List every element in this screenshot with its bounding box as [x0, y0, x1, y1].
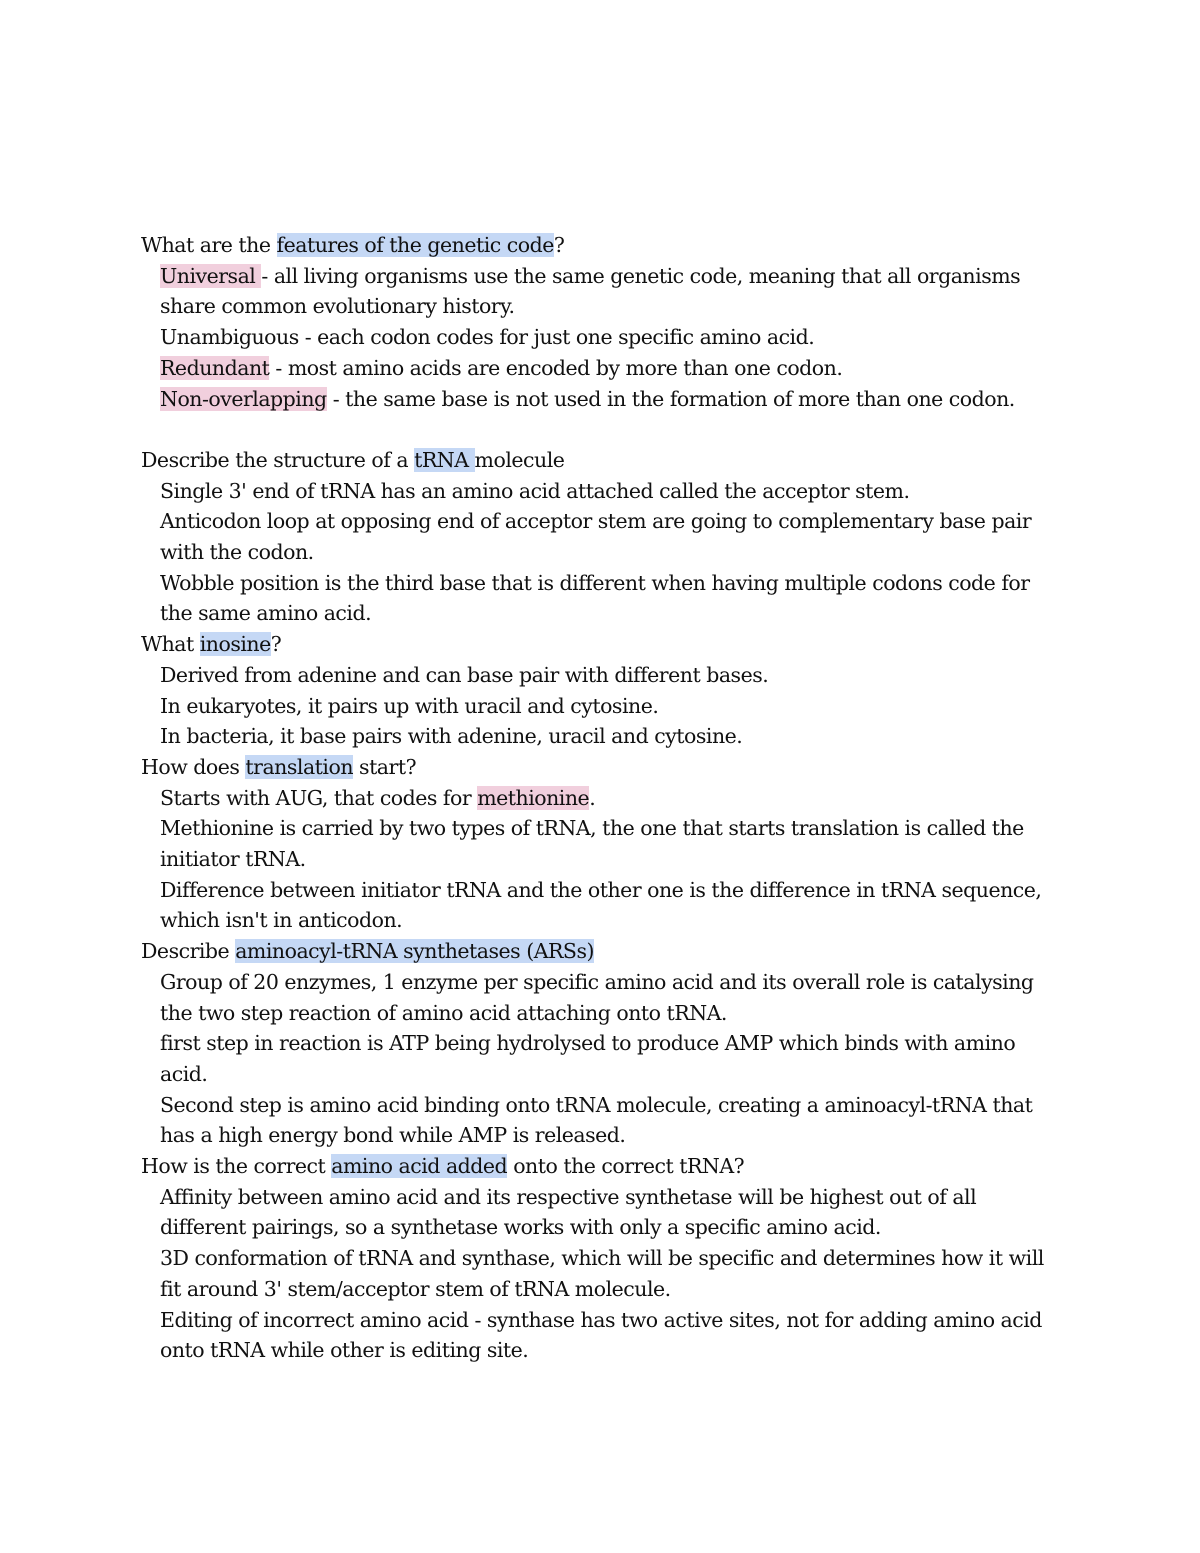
answer-text: Unambiguous - each codon codes for just one specific amino acid. [160, 325, 815, 350]
question-text: onto the correct tRNA? [507, 1154, 745, 1179]
question-text: molecule [474, 447, 565, 472]
highlight-blue: aminoacyl-tRNA synthetases (ARSs) [235, 939, 594, 964]
answer-non-overlapping [160, 384, 1061, 415]
highlight-pink: Universal [160, 263, 262, 288]
answer-item: Wobble position is the third base that is different when having multiple codons code for the same amino acid. [160, 570, 1030, 626]
highlight-blue: tRNA [414, 447, 475, 472]
answer-item: Methionine is carried by two types of tRNA, the one that starts translation is called the initiator tRNA. [160, 816, 1024, 872]
answer-item: Group of 20 enzymes, 1 enzyme per specific amino acid and its overall role is catalysing the two step reaction of amino acid attaching onto tRNA. [160, 969, 1034, 1025]
highlight-pink: methionine [477, 785, 590, 810]
answer-item: Derived from adenine and can base pair with different bases. [160, 662, 769, 687]
answer-item: Difference between initiator tRNA and the other one is the difference in tRNA sequence, which isn't in anticodon. [160, 877, 1042, 933]
question-text: How does [141, 754, 246, 779]
highlight-pink: Redundant [160, 355, 270, 380]
question-text: start? [353, 754, 417, 779]
question-text: What [141, 632, 200, 657]
question-text: What are the [141, 233, 277, 257]
question-text: How is the correct [141, 1154, 332, 1179]
question-text: Describe [141, 939, 236, 964]
question-text: ? [270, 632, 282, 657]
highlight-blue: translation [245, 754, 354, 779]
highlight-blue: features of the genetic code [276, 233, 554, 257]
answer-unambiguous [160, 322, 1061, 353]
question-ars [141, 936, 1061, 967]
answer-text: Starts with AUG, that codes for [160, 785, 478, 810]
answer-universal [160, 261, 1061, 322]
question-inosine [141, 629, 1061, 660]
answer-redundant [160, 353, 1061, 384]
answer-item: Editing of incorrect amino acid - synthase has two active sites, not for adding amino acid onto tRNA while other is editing site. [160, 1307, 1042, 1363]
answer-item: Single 3' end of tRNA has an amino acid attached called the acceptor stem. [160, 478, 910, 503]
blank-line [141, 414, 1061, 445]
answer-text: - all living organisms use the same genetic code, meaning that all organisms share common evolutionary history. [160, 263, 1021, 319]
answer-item: In eukaryotes, it pairs up with uracil and cytosine. [160, 693, 659, 718]
question-genetic-code [141, 230, 1061, 261]
highlight-blue: inosine [199, 632, 271, 657]
highlight-blue: amino acid added [331, 1154, 508, 1179]
notes-body [141, 230, 1061, 1366]
question-correct-amino-acid [141, 1151, 1061, 1182]
question-trna-structure [141, 445, 1061, 476]
answer-item: first step in reaction is ATP being hydrolysed to produce AMP which binds with amino acid. [160, 1031, 1016, 1086]
question-text: Describe the structure of a [141, 447, 415, 472]
answer-item: 3D conformation of tRNA and synthase, which will be specific and determines how it will fit around 3' stem/acceptor stem of tRNA molecule. [160, 1246, 1044, 1301]
answer-text: - the same base is not used in the formation of more than one codon. [326, 386, 1015, 411]
question-text: ? [553, 233, 565, 257]
answer-aug [160, 783, 1061, 814]
answer-item: Anticodon loop at opposing end of acceptor stem are going to complementary base pair with the codon. [160, 509, 1032, 565]
answer-text: . [589, 785, 596, 810]
question-translation-start [141, 752, 1061, 783]
answer-item: Second step is amino acid binding onto tRNA molecule, creating a aminoacyl-tRNA that has a high energy bond while AMP is released. [160, 1092, 1033, 1148]
answer-item: Affinity between amino acid and its respective synthetase will be highest out of all different pairings, so a synthetase works with only a specific amino acid. [160, 1184, 977, 1240]
answer-text: - most amino acids are encoded by more than one codon. [269, 355, 843, 380]
highlight-pink: Non-overlapping [160, 386, 327, 411]
answer-item: In bacteria, it base pairs with adenine, uracil and cytosine. [160, 724, 743, 749]
